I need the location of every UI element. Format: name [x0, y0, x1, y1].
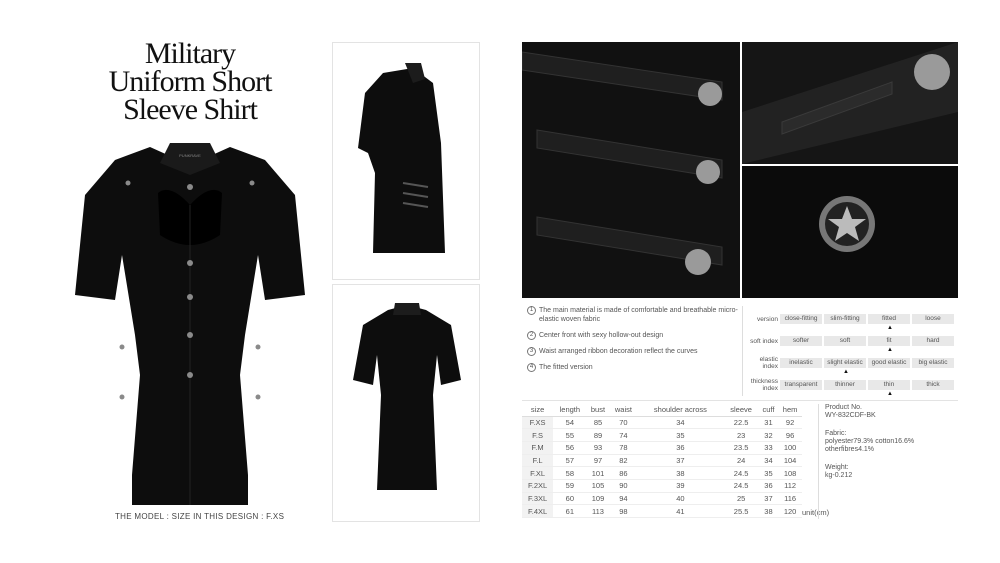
measure-cell: 113 [586, 505, 609, 518]
measure-cell: 90 [610, 479, 638, 492]
measure-cell: 61 [553, 505, 586, 518]
attr-option: slight elastic [824, 358, 866, 368]
col-header: cuff [759, 403, 778, 416]
feature-item [527, 331, 742, 340]
measure-cell: 24.5 [723, 479, 758, 492]
features-list [527, 306, 742, 379]
attr-option: slim-fitting [824, 314, 866, 324]
measure-cell: 93 [586, 441, 609, 454]
measure-cell: 25 [723, 492, 758, 505]
measure-cell: 55 [553, 429, 586, 442]
weight-label: Weight: [825, 464, 849, 471]
measure-cell: 58 [553, 467, 586, 480]
attr-row-elastic [748, 352, 958, 374]
attr-row-soft [748, 330, 958, 352]
attr-option: fit [868, 336, 910, 346]
unit-label: unit(cm) [802, 508, 830, 517]
attr-option: thin [868, 380, 910, 390]
measure-cell: 104 [778, 454, 802, 467]
feature-item [527, 363, 742, 372]
measure-cell: 35 [759, 467, 778, 480]
shirt-front-image [70, 135, 310, 505]
measure-cell: 57 [553, 454, 586, 467]
size-cell: F.XL [522, 467, 553, 480]
size-cell: F.XS [522, 416, 553, 429]
attr-option: close-fitting [780, 314, 822, 324]
size-cell: F.M [522, 441, 553, 454]
measure-cell: 96 [778, 429, 802, 442]
ribbon-detail-photo [522, 42, 740, 298]
selected-marker-icon: ▲ [887, 391, 893, 397]
table-row [522, 441, 802, 454]
feature-number: 2 [527, 331, 536, 340]
measure-cell: 37 [759, 492, 778, 505]
measure-cell: 112 [778, 479, 802, 492]
measure-cell: 89 [586, 429, 609, 442]
measure-cell: 23.5 [723, 441, 758, 454]
measure-cell: 108 [778, 467, 802, 480]
collar-button [914, 54, 950, 90]
measure-cell: 60 [553, 492, 586, 505]
collar-detail-photo [742, 42, 958, 164]
size-cell: F.S [522, 429, 553, 442]
feature-item [527, 347, 742, 356]
measure-cell: 32 [759, 429, 778, 442]
measure-cell: 92 [778, 416, 802, 429]
attr-option: fitted [868, 314, 910, 324]
size-cell: F.L [522, 454, 553, 467]
col-header: hem [778, 403, 802, 416]
measure-cell: 38 [637, 467, 723, 480]
attr-row-thickness [748, 374, 958, 396]
measure-cell: 105 [586, 479, 609, 492]
feature-number: 1 [527, 306, 536, 315]
attr-option: big elastic [912, 358, 954, 368]
measure-cell: 38 [759, 505, 778, 518]
product-info [818, 404, 958, 519]
title-line: Military [144, 37, 236, 70]
attr-option: inelastic [780, 358, 822, 368]
size-chart-table [522, 403, 802, 518]
attr-option: soft [824, 336, 866, 346]
attr-option: hard [912, 336, 954, 346]
brand-tag: PUNKRAVE [179, 153, 201, 158]
selected-marker-icon: ▲ [887, 325, 893, 331]
measure-cell: 70 [610, 416, 638, 429]
table-row [522, 479, 802, 492]
feature-number: 3 [527, 347, 536, 356]
attr-option: good elastic [868, 358, 910, 368]
table-row [522, 429, 802, 442]
measure-cell: 86 [610, 467, 638, 480]
measure-cell: 94 [610, 492, 638, 505]
attr-label: elastic index [759, 356, 778, 370]
fabric-value: polyester79.3% cotton16.6% otherfibres4.1% [825, 438, 915, 453]
feature-text: Waist arranged ribbon decoration reflect the curves [539, 348, 698, 355]
measure-cell: 59 [553, 479, 586, 492]
size-cell: F.3XL [522, 492, 553, 505]
section-divider [742, 306, 743, 396]
measure-cell: 54 [553, 416, 586, 429]
back-view-panel [332, 284, 480, 522]
measure-cell: 85 [586, 416, 609, 429]
measure-cell: 109 [586, 492, 609, 505]
table-header-row [522, 403, 802, 416]
table-top-rule [522, 400, 958, 401]
measure-cell: 78 [610, 441, 638, 454]
measure-cell: 82 [610, 454, 638, 467]
selected-marker-icon: ▲ [887, 347, 893, 353]
title-line: Uniform Short [108, 65, 272, 98]
model-size-note: THE MODEL : SIZE IN THIS DESIGN : F.XS [115, 512, 285, 521]
measure-cell: 22.5 [723, 416, 758, 429]
size-cell: F.4XL [522, 505, 553, 518]
measure-cell: 97 [586, 454, 609, 467]
table-row [522, 467, 802, 480]
measure-cell: 116 [778, 492, 802, 505]
measure-cell: 34 [759, 454, 778, 467]
attr-label: version [757, 315, 778, 323]
product-no-label: Product No. [825, 404, 862, 411]
measure-cell: 36 [637, 441, 723, 454]
attr-label: soft index [750, 337, 778, 345]
table-row [522, 416, 802, 429]
selected-marker-icon: ▲ [843, 369, 849, 375]
attribute-scales [748, 308, 958, 396]
col-header: size [522, 403, 553, 416]
shirt-back-image [333, 285, 481, 523]
measure-cell: 35 [637, 429, 723, 442]
col-header: shoulder across [637, 403, 723, 416]
attr-option: thick [912, 380, 954, 390]
measure-cell: 25.5 [723, 505, 758, 518]
size-cell: F.2XL [522, 479, 553, 492]
attr-option: thinner [824, 380, 866, 390]
measure-cell: 41 [637, 505, 723, 518]
measure-cell: 56 [553, 441, 586, 454]
table-row [522, 505, 802, 518]
measure-cell: 31 [759, 416, 778, 429]
measure-cell: 74 [610, 429, 638, 442]
attr-option: loose [912, 314, 954, 324]
product-no-value: WY-832CDF-BK [825, 412, 876, 419]
side-view-panel [332, 42, 480, 280]
table-row [522, 492, 802, 505]
measure-cell: 100 [778, 441, 802, 454]
attr-row-version [748, 308, 958, 330]
col-header: waist [610, 403, 638, 416]
measure-cell: 39 [637, 479, 723, 492]
feature-number: 4 [527, 363, 536, 372]
title-line: Sleeve Shirt [123, 93, 257, 126]
fabric-label: Fabric: [825, 430, 847, 437]
col-header: length [553, 403, 586, 416]
measure-cell: 37 [637, 454, 723, 467]
col-header: bust [586, 403, 609, 416]
col-header: sleeve [723, 403, 758, 416]
table-row [522, 454, 802, 467]
weight-value: kg-0.212 [825, 472, 853, 479]
feature-item [527, 306, 742, 324]
feature-text: The fitted version [539, 364, 593, 371]
measure-cell: 36 [759, 479, 778, 492]
measure-cell: 98 [610, 505, 638, 518]
measure-cell: 40 [637, 492, 723, 505]
star-button-photo [742, 166, 958, 298]
feature-text: Center front with sexy hollow-out design [539, 332, 664, 339]
measure-cell: 33 [759, 441, 778, 454]
measure-cell: 24 [723, 454, 758, 467]
attr-option: softer [780, 336, 822, 346]
feature-text: The main material is made of comfortable and breathable micro-elastic woven fabric [539, 307, 738, 323]
attr-option: transparent [780, 380, 822, 390]
measure-cell: 120 [778, 505, 802, 518]
measure-cell: 24.5 [723, 467, 758, 480]
measure-cell: 23 [723, 429, 758, 442]
shirt-side-image [333, 43, 481, 281]
product-title [90, 37, 290, 126]
attr-label: thickness index [750, 378, 778, 392]
measure-cell: 34 [637, 416, 723, 429]
measure-cell: 101 [586, 467, 609, 480]
